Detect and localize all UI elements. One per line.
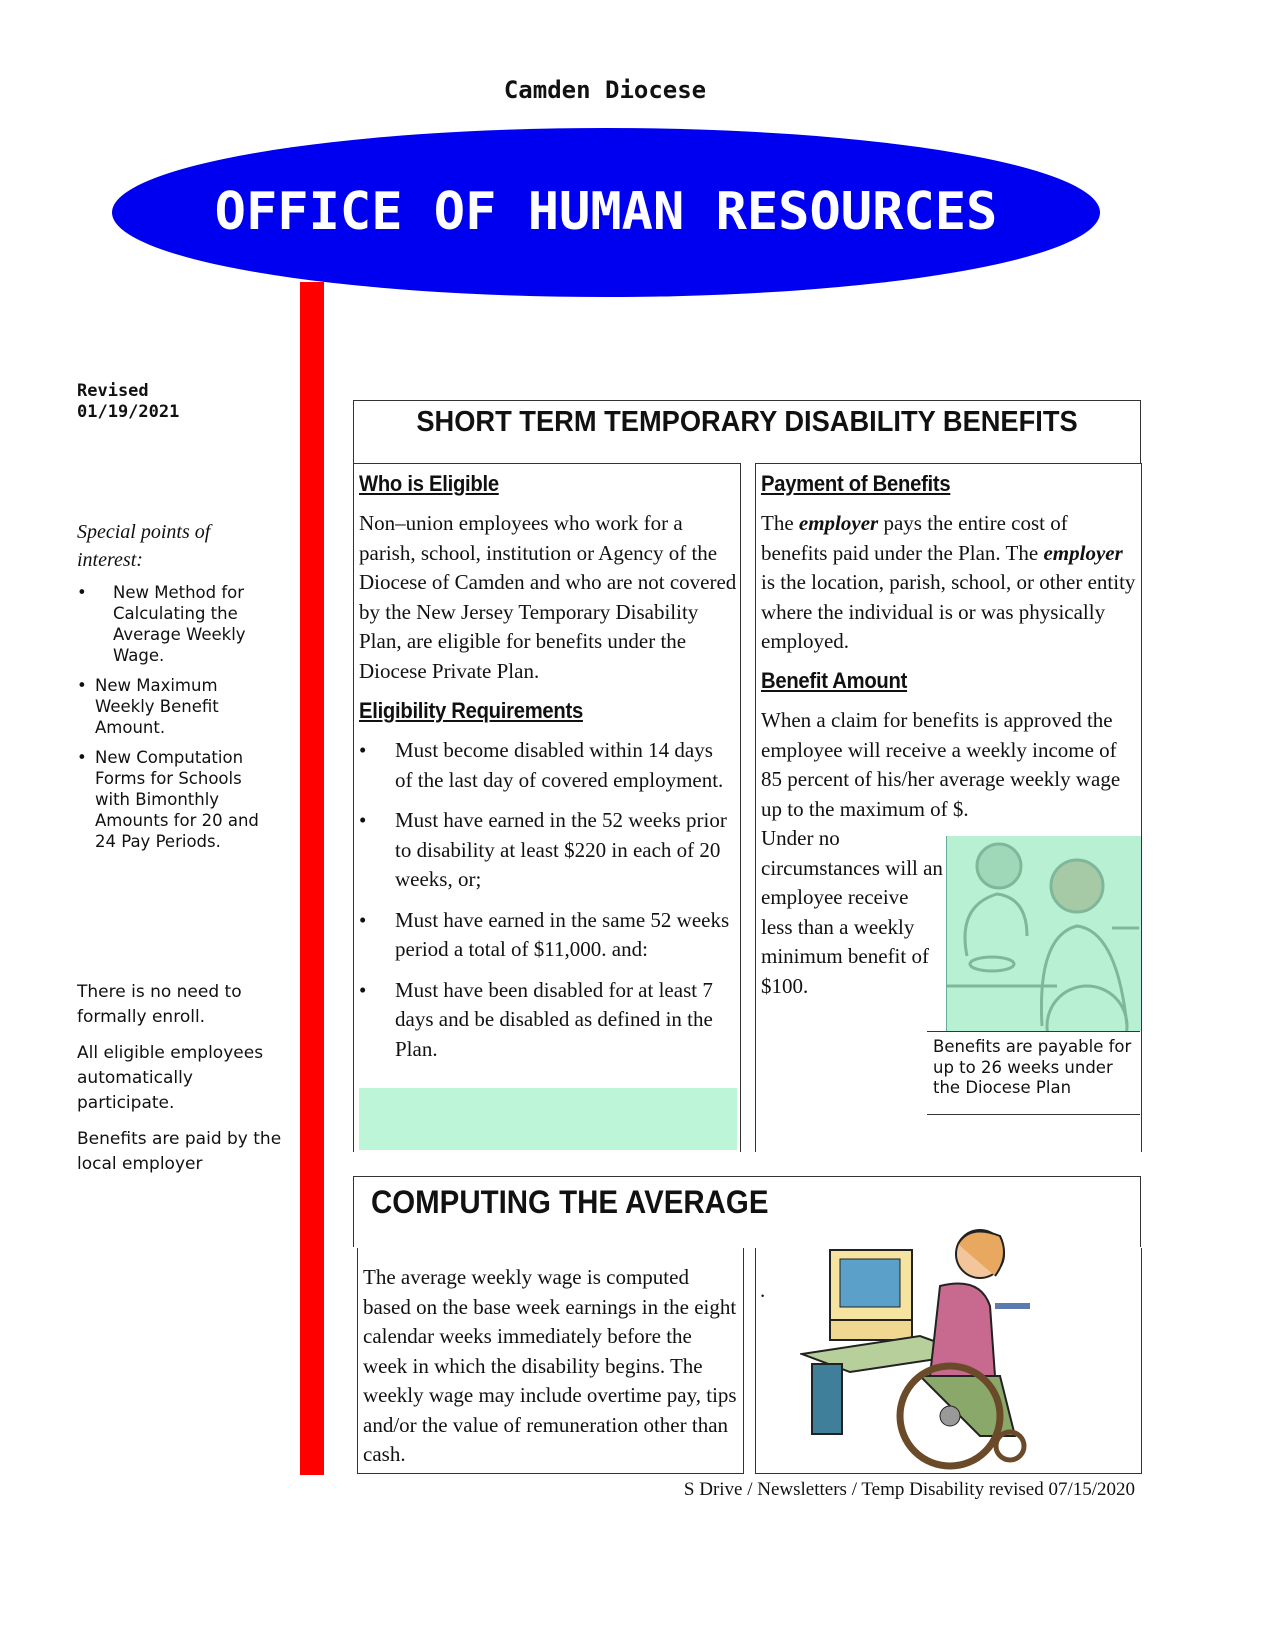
image-caption: Benefits are payable for up to 26 weeks under the Diocese Plan [933, 1037, 1132, 1097]
revised-label: Revised [77, 381, 149, 401]
caregiver-feeding-icon [947, 836, 1141, 1031]
section2-title: COMPUTING THE AVERAGE [371, 1184, 769, 1220]
requirements-list [359, 736, 735, 1073]
page-title: OFFICE OF HUMAN RESOURCES [214, 182, 998, 242]
who-eligible-text: Non–union employees who work for a parish, school, institution or Agency of the Diocese of Camden and who are not covered by the New Jersey Temporary Disability Plan, are eligible for benefits under the Diocese Private Plan. [359, 511, 737, 683]
list-item: • New Computation Forms for Schools with Bimonthly Amounts for 20 and 24 Pay Periods. [77, 747, 277, 852]
wheelchair-computer-illustration [800, 1226, 1040, 1471]
requirements-heading: Eligibility Requirements [359, 698, 583, 723]
benefit-amount-text: When a claim for benefits is approved the employee will receive a weekly income of 85 percent of his/her average weekly wage up to the maximum of $. [761, 708, 1121, 821]
list-item: • Must have earned in the 52 weeks prior to disability at least $220 in each of 20 weeks, or; [359, 806, 735, 895]
emphasis: employer [1043, 540, 1123, 565]
special-points-list [77, 582, 277, 861]
list-item: • Must have earned in the same 52 weeks period a total of $11,000. and: [359, 906, 735, 965]
red-divider-bar [300, 282, 324, 1475]
text: is the location, parish, school, or other entity where the individual is or was physically employed. [761, 570, 1136, 653]
section1-title: SHORT TERM TEMPORARY DISABILITY BENEFITS [416, 406, 1078, 438]
caregiver-illustration [946, 836, 1141, 1031]
minimum-benefit-text: Under no circumstances will an employee receive less than a weekly minimum benefit of $100. [761, 826, 943, 998]
payment-heading: Payment of Benefits [761, 471, 951, 496]
list-item: • New Maximum Weekly Benefit Amount. [77, 675, 277, 738]
revised-info [77, 381, 179, 423]
footer-path: S Drive / Newsletters / Temp Disability revised 07/15/2020 [683, 1479, 1135, 1500]
tint-block [359, 1088, 737, 1150]
note: There is no need to formally enroll. [77, 982, 242, 1027]
enrollment-notes [77, 980, 282, 1177]
special-points-title: Special points of interest: [77, 521, 211, 571]
revised-date: 01/19/2021 [77, 402, 180, 422]
note: All eligible employees automatically participate. [77, 1043, 264, 1113]
note: Benefits are paid by the local employer [77, 1129, 282, 1174]
payment-text [761, 509, 1136, 657]
average-wage-text: The average weekly wage is computed based on the base week earnings in the eight calendar weeks immediately before the week in which the disability begins. The weekly wage may include overtime pay, tips and/or the value of remuneration other than cash. [363, 1265, 737, 1466]
placeholder-dot: . [760, 1278, 766, 1302]
org-name: Camden Diocese [503, 76, 707, 104]
who-eligible-heading: Who is Eligible [359, 471, 499, 496]
text: pays the entire cost of benefits paid under the Plan. The [761, 511, 1068, 565]
benefit-amount-heading: Benefit Amount [761, 668, 908, 693]
wheelchair-user-computer-icon [800, 1226, 1040, 1471]
list-item: • Must have been disabled for at least 7 days and be disabled as defined in the Plan. [359, 976, 735, 1065]
emphasis: employer [798, 511, 879, 535]
list-item: • New Method for Calculating the Average Weekly Wage. [77, 582, 277, 666]
list-item: • Must become disabled within 14 days of the last day of covered employment. [359, 736, 735, 795]
text: The [761, 511, 799, 535]
